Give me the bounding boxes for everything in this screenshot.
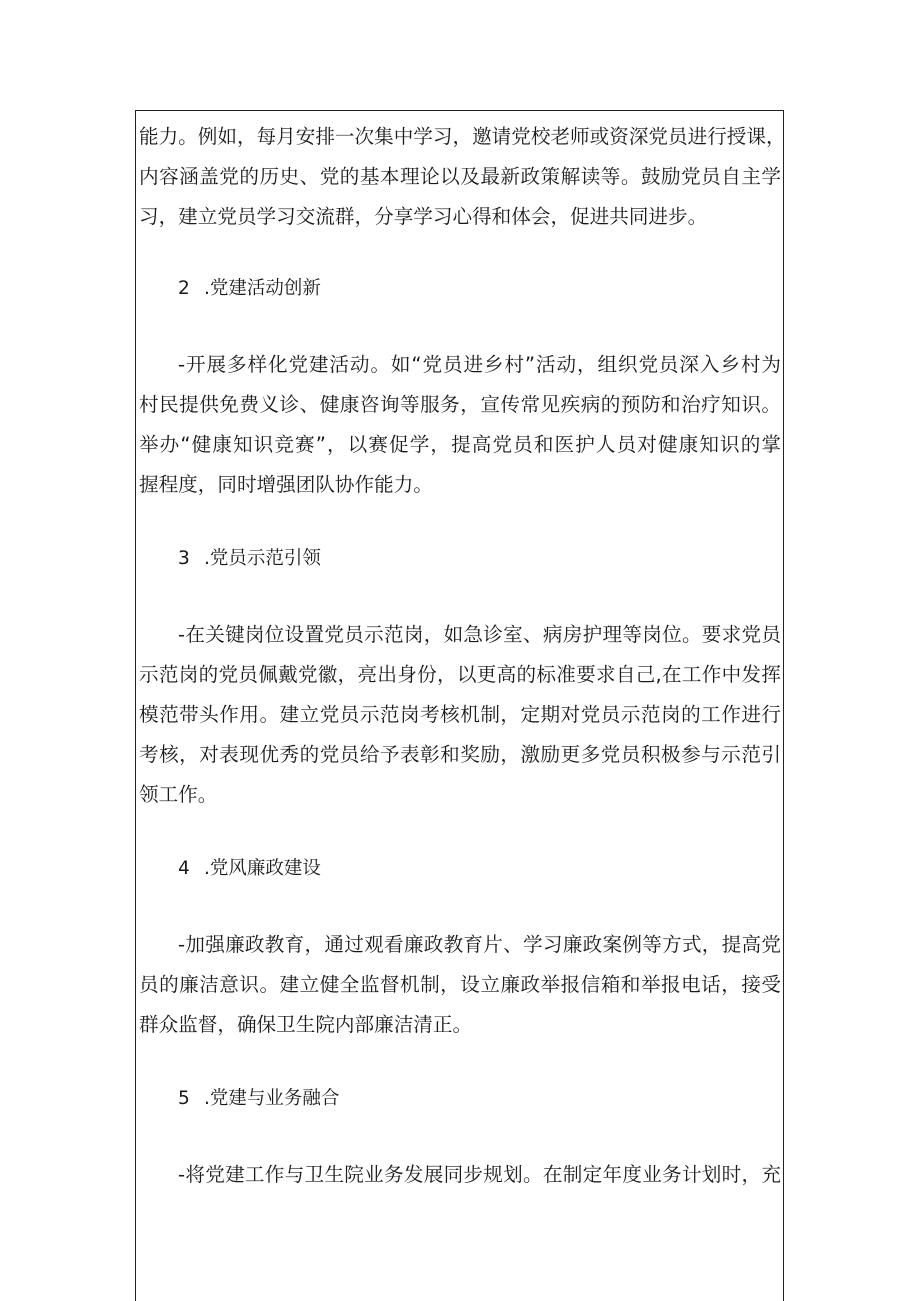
paragraph-line: 能力。例如，每月安排一次集中学习，邀请党校老师或资深党员进行授课， [139,125,786,148]
paragraph-line: -加强廉政教育，通过观看廉政教育片、学习廉政案例等方式，提高党 [178,933,781,956]
paragraph-line: 握程度，同时增强团队协作能力。 [139,473,433,496]
section-title: .党建活动创新 [204,278,321,299]
section-number: 5 [178,1088,190,1109]
paragraph-line: 领工作。 [139,783,218,806]
section-title: .党建与业务融合 [204,1088,340,1109]
paragraph-line: 示范岗的党员佩戴党徽，亮出身份，以更高的标准要求自己,在工作中发挥 [139,663,781,686]
paragraph-line: 村民提供免费义诊、健康咨询等服务，宣传常见疾病的预防和治疗知识。 [139,393,781,416]
section-heading [178,856,321,882]
paragraph-line: -开展多样化党建活动。如“党员进乡村”活动，组织党员深入乡村为 [178,353,781,376]
paragraph-line: 考核，对表现优秀的党员给予表彰和奖励，激励更多党员积极参与示范引 [139,743,781,766]
section-number: 2 [178,278,190,299]
paragraph-line: 举办“健康知识竞赛”，以赛促学，提高党员和医护人员对健康知识的掌 [139,433,781,456]
section-number: 4 [178,858,190,879]
paragraph-line: -将党建工作与卫生院业务发展同步规划。在制定年度业务计划时，充 [178,1163,781,1186]
paragraph-line: 群众监督，确保卫生院内部廉洁清正。 [139,1013,473,1036]
section-heading [178,276,321,302]
section-heading [178,546,321,572]
paragraph-line: -在关键岗位设置党员示范岗，如急诊室、病房护理等岗位。要求党员 [178,623,781,646]
paragraph-line: 内容涵盖党的历史、党的基本理论以及最新政策解读等。鼓励党员自主学 [139,165,781,188]
section-heading [178,1086,339,1112]
paragraph-line: 模范带头作用。建立党员示范岗考核机制，定期对党员示范岗的工作进行 [139,703,781,726]
section-number: 3 [178,548,190,569]
section-title: .党员示范引领 [204,548,321,569]
paragraph-line: 习，建立党员学习交流群，分享学习心得和体会，促进共同进步。 [139,205,708,228]
section-title: .党风廉政建设 [204,858,321,879]
paragraph-line: 员的廉洁意识。建立健全监督机制，设立廉政举报信箱和举报电话，接受 [139,973,781,996]
